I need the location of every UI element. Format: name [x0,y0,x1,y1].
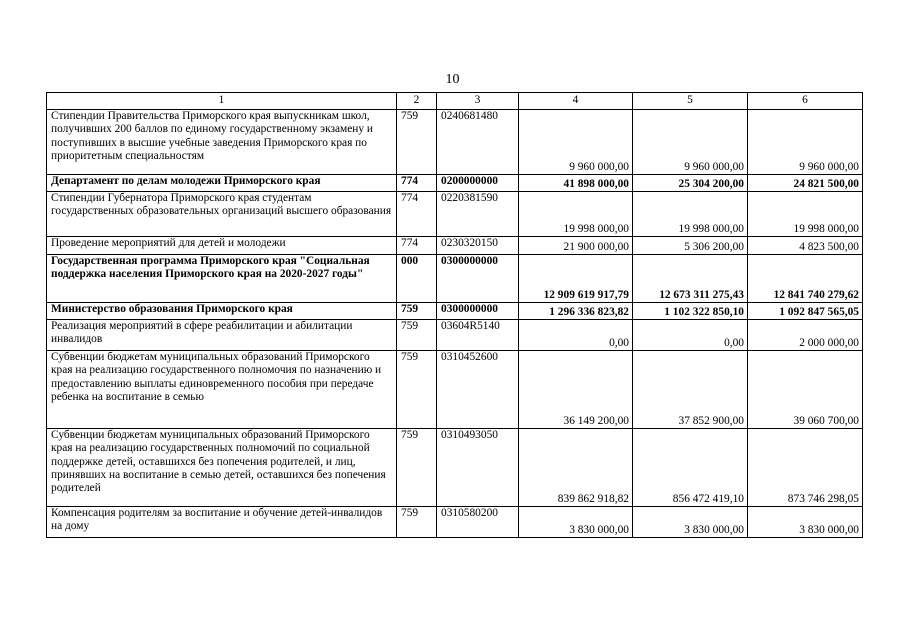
row-admin-code: 774 [397,192,437,237]
column-number-3: 3 [437,93,519,110]
row-value-col6: 12 841 740 279,62 [748,255,863,303]
row-value-col6: 3 830 000,00 [748,507,863,538]
table-row [47,320,863,351]
budget-table [46,92,863,538]
row-budget-code: 0200000000 [437,175,519,192]
row-name: Субвенции бюджетам муниципальных образований Приморского края на реализацию государственных полномочий по социальной поддержке детей, оставшихся без попечения родителей, и лиц, принявших на воспитание в семью детей, оставшихся без попечения родителей [47,429,397,507]
table-row [47,351,863,429]
row-value-col4: 1 296 336 823,82 [519,303,633,320]
row-value-col5: 5 306 200,00 [633,237,748,255]
row-value-col6: 873 746 298,05 [748,429,863,507]
row-admin-code: 774 [397,175,437,192]
row-name: Реализация мероприятий в сфере реабилитации и абилитации инвалидов [47,320,397,351]
table-row [47,429,863,507]
row-value-col5: 19 998 000,00 [633,192,748,237]
row-name: Государственная программа Приморского края "Социальная поддержка населения Приморского края на 2020-2027 годы" [47,255,397,303]
row-budget-code: 0310493050 [437,429,519,507]
column-number-2: 2 [397,93,437,110]
row-admin-code: 759 [397,320,437,351]
row-name: Проведение мероприятий для детей и молодежи [47,237,397,255]
page-number: 10 [445,72,460,87]
table-row [47,303,863,320]
row-budget-code: 0300000000 [437,255,519,303]
row-value-col5: 856 472 419,10 [633,429,748,507]
row-value-col4: 41 898 000,00 [519,175,633,192]
row-admin-code: 759 [397,110,437,175]
table-row [47,110,863,175]
row-budget-code: 0300000000 [437,303,519,320]
row-value-col4: 21 900 000,00 [519,237,633,255]
table-row [47,255,863,303]
row-budget-code: 0220381590 [437,192,519,237]
row-budget-code: 0310452600 [437,351,519,429]
row-value-col5: 12 673 311 275,43 [633,255,748,303]
row-value-col4: 12 909 619 917,79 [519,255,633,303]
row-value-col6: 9 960 000,00 [748,110,863,175]
row-value-col6: 24 821 500,00 [748,175,863,192]
row-name: Стипендии Губернатора Приморского края студентам государственных образовательных организаций высшего образования [47,192,397,237]
row-budget-code: 0240681480 [437,110,519,175]
table-row [47,507,863,538]
row-admin-code: 759 [397,303,437,320]
row-value-col5: 1 102 322 850,10 [633,303,748,320]
row-value-col5: 37 852 900,00 [633,351,748,429]
row-admin-code: 774 [397,237,437,255]
row-name: Министерство образования Приморского края [47,303,397,320]
row-value-col4: 36 149 200,00 [519,351,633,429]
row-value-col6: 19 998 000,00 [748,192,863,237]
table-row [47,237,863,255]
column-number-1: 1 [47,93,397,110]
row-value-col6: 39 060 700,00 [748,351,863,429]
row-budget-code: 03604R5140 [437,320,519,351]
row-value-col6: 1 092 847 565,05 [748,303,863,320]
table-row [47,192,863,237]
row-value-col4: 19 998 000,00 [519,192,633,237]
row-budget-code: 0230320150 [437,237,519,255]
column-number-5: 5 [633,93,748,110]
row-admin-code: 759 [397,429,437,507]
row-value-col4: 0,00 [519,320,633,351]
row-name: Департамент по делам молодежи Приморского края [47,175,397,192]
row-name: Субвенции бюджетам муниципальных образований Приморского края на реализацию государственного полномочия по назначению и предоставлению выплаты единовременного пособия при передаче ребенка на воспитание в семью [47,351,397,429]
row-admin-code: 759 [397,351,437,429]
column-number-row [47,93,863,110]
row-value-col4: 9 960 000,00 [519,110,633,175]
row-name: Стипендии Правительства Приморского края выпускникам школ, получивших 200 баллов по единому государственному экзамену и поступивших в высшие учебные заведения Приморского края по приоритетным специальностям [47,110,397,175]
row-admin-code: 759 [397,507,437,538]
row-value-col4: 839 862 918,82 [519,429,633,507]
row-budget-code: 0310580200 [437,507,519,538]
row-value-col5: 25 304 200,00 [633,175,748,192]
row-value-col5: 0,00 [633,320,748,351]
column-number-6: 6 [748,93,863,110]
row-value-col4: 3 830 000,00 [519,507,633,538]
row-value-col5: 3 830 000,00 [633,507,748,538]
column-number-4: 4 [519,93,633,110]
row-value-col6: 2 000 000,00 [748,320,863,351]
row-admin-code: 000 [397,255,437,303]
row-name: Компенсация родителям за воспитание и обучение детей-инвалидов на дому [47,507,397,538]
table-row [47,175,863,192]
row-value-col6: 4 823 500,00 [748,237,863,255]
row-value-col5: 9 960 000,00 [633,110,748,175]
